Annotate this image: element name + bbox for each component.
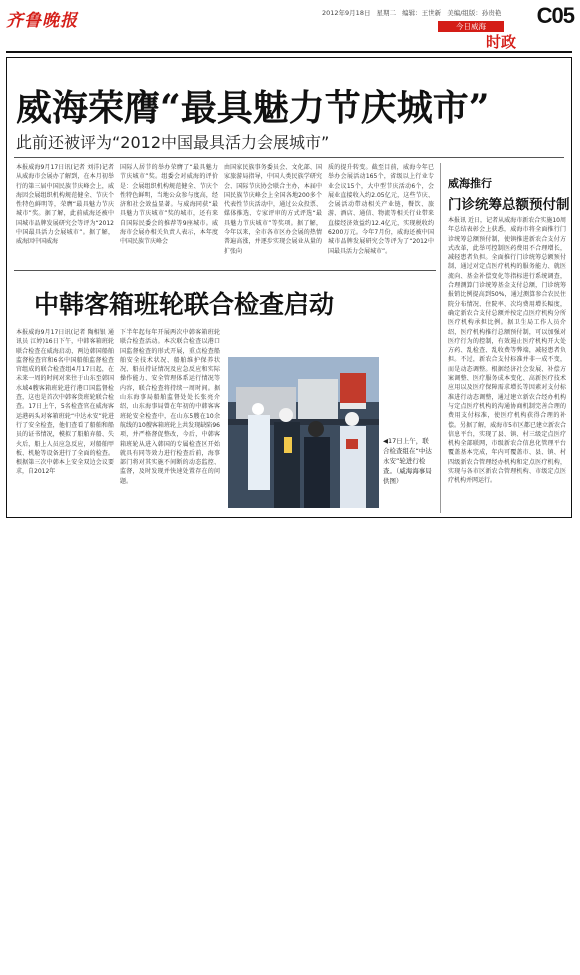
article-divider <box>14 270 436 271</box>
second-headline: 中韩客箱班轮联合检查启动 <box>34 290 335 319</box>
main-article-col1: 本报威海9月17日讯(记者 刘洋)记者从威海市会展办了解到，在本月初举行的第三届中国民族节庆峰会上，威海因会展组织机构规范健全、节庆个性特色鲜明等，荣膺“最具魅力节庆城市”奖。据了解，此前威海还被中国城市品牌发展研究会等评为“2012中国最具活力会展城市”。据了解，威海因中国威海 <box>16 164 114 246</box>
main-article-col3: 由国家民族事务委员会、文化部、国家旅游局指导，中国人类民族学研究会、国际节庆协会联合主办，本届中国民族节庆峰会上全国各地200多个代表性节庆活动中，通过公众投票、媒体推选、专家评审的方式评选“最具魅力节庆城市”等奖项。据了解，今年以来，全市各市区办会展的热情普遍高涨，并逐步实现会展业从量的扩张向 <box>224 164 322 255</box>
inspection-photo-illustration <box>228 357 379 508</box>
sidebar-subtitle: 门诊统筹总额预付制 <box>448 197 570 213</box>
second-article-col2: 下半年起每年开展两次中韩客箱班轮联合检查活动。本次联合检查以港口国监督检查的形式开展，重点检查船舶安全技术状况、船舶维护保养状况、船员持证情况及应急反应和实际操作能力、安全管理体系运行情况等内容，联合检查将持续一周时间。据山东海事局船舶监督处处长张亮介绍，山东海事局曾在年初的中韩客客班轮安全检查中，在山东5艘在10余航线的10艘客箱班轮上共发现缺陷96项，并严格督促整改，今后，中韩客箱班轮从进入韩国的专属检查区开始就具有同等效力进行检查后前，海事部门将对其实施不间断的动态监控、监督，及时发现并快速处置存在的问题。 <box>120 329 220 485</box>
page-number: C05 <box>536 3 574 28</box>
main-article-col4: 质的提升转变。截至目前，威海今年已举办会展活动165个，省级以上行业专业会议15个，大中型节庆活动6个，会展业直接收入约2.05亿元，这些节庆、会展活动带动相关产业链，餐饮、旅游、酒店、通信、物流等相关行业带来直接经济效益约12.4亿元，实现税收约6200万元。今年7月份，威海还被中国城市品牌发展研究会等评为了“2012中国最具活力会展城市”。 <box>328 164 434 255</box>
main-article-col2: 国际人居节的举办荣膺了“最具魅力节庆城市”奖。组委会对威海的评价是：会展组织机构规范健全、节庆个性特色鲜明，当地公众参与度高，经济和社会效益显著。与威海同获“最具魅力节庆城市”奖的城市，还有来自国际民委会的推荐等9座城市。威海市会展办相关负责人表示，本年度中国民族节庆峰会 <box>120 164 218 246</box>
second-article-col1: 本报威海9月17日讯(记者 陶相银 通讯员 江婷)16日下午，中韩客箱班轮联合检查在威海启动，两边韩国船舶监督检查官和6名中国船舶监督检查官组成的联合检查组4月17日起，在未来一周的时间对来往于山东至韩国水域4艘客箱班轮进行港口国监督检查，这也是首次中韩客货班轮联合检查。17日上午，5名检查官在威海客运港码头对客箱班轮“中达永安”轮进行了安全检查，他们查看了船舶和船员的证书情况，模拟了船舶弃船、失火后，船上人员应急反应，对船舶甲板、机舱等设备进行了全面的检查。根据第三次中韩本上安全双边会议要求，自2012年 <box>16 329 114 476</box>
masthead <box>0 0 580 54</box>
sidebar-body: 本报讯 近日，记者从威海市新农合实施10周年总结表彰会上获悉，威海市将全面推行门诊统筹总额预付制，使镇推进新农合支付方式改革，此举可控制医药费用不合理增长，减轻患者负担。全面推行门诊统筹总额预付制，通过对定点医疗机构的服务能力、就医流向、基金补偿变化等指标进行系统调查，合理测算门诊统筹基金支付总额，门诊统筹报销比例提高到50%，通过测算参合农民住院分布情况、住院率、次均费用增长幅度，确定新农合支付总额并按定点医疗机构分所医疗机构承担比例。据卫生局工作人员介绍，医疗机构推行总额预付制，可以加强对医疗行为的控制，有效遏止医疗机构开大处方药、乱检查、乱收费等弊端，减轻患者负担。不过，新农合支付标准并非一成不变，而是动态调整。根据经济社会发展、补偿方案调整、医疗服务成本变化、高新医疗技术应用以及医疗保障需求增长等因素对支付标准进行动态调整，通过建立新农合经办机构与定点医疗机构的沟通协商机制完善合理的费用支付标准，使医疗机构获得合理的补偿。另据了解，威海市5市区都已建立新农合信息平台，实现了县、镇、村三级定点医疗机构全部联网，市级新农合信息化管理平台覆盖基本完成，年内可覆盖市、县、镇、村四级新农合管理经办机构和定点医疗机构，实现与各市区新农合管理机构、市级定点医疗机构并网运行。 <box>448 217 566 485</box>
sidebar-title: 威海推行 <box>448 177 492 190</box>
main-headline: 威海荣膺“最具魅力节庆城市” <box>16 87 490 129</box>
issue-date: 2012年9月18日 <box>322 9 371 17</box>
main-subhead: 此前还被评为“2012中国最具活力会展城市” <box>16 133 330 152</box>
header-info <box>322 8 505 17</box>
section-tag: 今日威海 <box>438 21 504 32</box>
newspaper-logo: 齐鲁晚报 <box>6 11 78 31</box>
sidebar-divider <box>440 163 441 513</box>
photo-caption: ◀17日上午，联合检查组在“中达永安”轮进行检查。（威海海事局供图） <box>383 437 432 485</box>
headline-divider <box>14 157 564 158</box>
header-rule <box>6 51 572 53</box>
section-title: 时政 <box>486 33 517 51</box>
design-credit: 美编/组版：孙贵艳 <box>447 9 502 17</box>
news-photo <box>228 357 379 508</box>
issue-weekday: 星期二 <box>376 9 397 17</box>
editor-credit: 编辑：王世新 <box>402 9 442 17</box>
